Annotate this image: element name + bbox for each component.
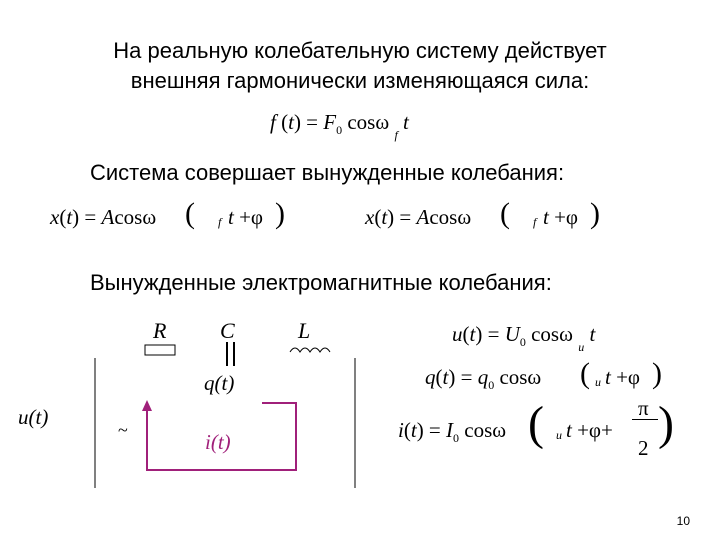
voltage-formula: $u(t) = U_0$ cosω $_u$ t (452, 322, 596, 354)
forced-oscillations-text: Система совершает вынужденные колебания: (90, 160, 565, 185)
charge-label: q(t) (204, 371, 235, 395)
current-formula: $i(t) = I_0$ cosω ( u t +φ+ π 2 ) (398, 396, 674, 460)
em-oscillations-text: Вынужденные электромагнитные колебания: (90, 270, 552, 295)
capacitor-label: C (220, 318, 235, 343)
inductor (290, 348, 330, 352)
current-label: i(t) (205, 430, 231, 454)
force-formula: f $(t) = F_0$ cosω $_f$ t (270, 110, 409, 142)
forced-formula-right: x(t) = Acosω ( f t +φ ) (365, 197, 600, 230)
page-number: 10 (676, 514, 690, 528)
heading-line-2: внешняя гармонически изменяющаяся сила: (130, 68, 590, 93)
ac-source-symbol: ~ (118, 420, 128, 440)
resistor-label: R (153, 318, 167, 343)
resistor (145, 345, 175, 355)
inductor-label: L (298, 318, 311, 343)
heading-line-1: На реальную колебательную систему действует (113, 38, 607, 63)
charge-formula: $q(t) = q_0$ cosω ( u t +φ ) (425, 357, 662, 392)
voltage-label: u(t) (18, 405, 49, 429)
current-arrow-head (142, 400, 152, 411)
forced-formula-left: x(t) = Acosω ( f t +φ ) (50, 197, 285, 230)
